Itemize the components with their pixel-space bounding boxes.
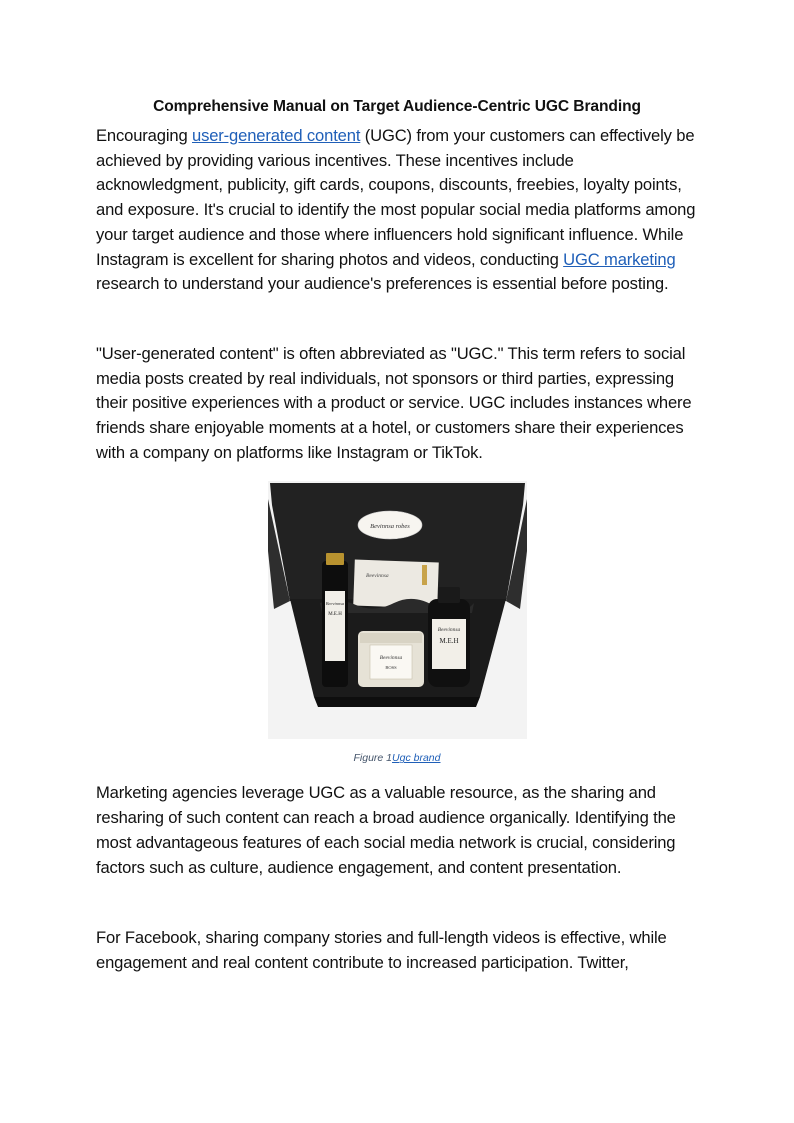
paragraph-ugc-incentives [96,124,698,297]
document-page [96,96,698,976]
lid-logo-text: Bevinnsa robes [369,523,410,531]
tall-bottle-brand-text: Beevinnsa [325,601,344,607]
document-title: Comprehensive Manual on Target Audience-Centric UGC Branding [153,98,641,115]
figure-caption [96,751,698,765]
paragraph-text: Encouraging [96,126,192,145]
tall-bottle-name-text: M.E.H [327,612,342,618]
ugc-marketing-link[interactable]: UGC marketing [563,249,676,269]
paragraph-marketing-agencies: Marketing agencies leverage UGC as a valuable resource, as the sharing and resharing of such content can reach a broad audience organically. Identifying the most advantageous features of each social media network is crucial, considering factors such as culture, audience engagement, and content presentation. [96,783,676,877]
soap-jar-lid-rim [360,633,422,643]
ugc-brand-caption-link[interactable]: Ugc brand [392,752,441,765]
paragraph-spacer [96,880,698,926]
soap-jar-brand-text: Beevinnsa [379,655,402,662]
ugc-brand-product-photo [268,481,527,739]
card-oil-bottle-image [422,565,427,585]
paragraph-facebook-twitter: For Facebook, sharing company stories and full-length videos is effective, while engagement and real content contribute to increased participation. Twitter, [96,928,667,972]
paragraph-text: (UGC) from your customers can effectively be achieved by providing various incentives. These incentives include acknowledgment, publicity, gift cards, coupons, discounts, freebies, loyalty points, and exposure. It's crucial to identify the most popular social media platforms among your target audience and those where influencers hold significant influence. While Instagram is excellent for sharing photos and videos, conducting [96,126,696,269]
product-box-illustration [268,481,527,739]
round-bottle-pump [438,587,460,603]
card-brand-text: Beevinnsa [365,573,389,580]
paragraph-ugc-definition: "User-generated content" is often abbreviated as "UGC." This term refers to social media posts created by real individuals, not sponsors or third parties, expressing their positive experiences with a product or service. UGC includes instances where friends share enjoyable moments at a hotel, or customers share their experiences with a company on platforms like Instagram or TikTok. [96,343,692,462]
box-front-edge [314,697,480,707]
soap-jar-label [370,645,412,679]
round-bottle-brand-text: Beevinnsa [437,627,460,634]
paragraph-text: research to understand your audience's preferences is essential before posting. [96,274,669,294]
user-generated-content-link[interactable]: user-generated content [192,126,361,145]
paragraph-spacer [96,297,698,342]
caption-prefix: Figure 1 [353,752,393,765]
tall-bottle-cap [326,553,344,565]
round-bottle-name-text: M.E.H [438,637,459,646]
soap-jar-name-text: BOSS [384,665,397,671]
